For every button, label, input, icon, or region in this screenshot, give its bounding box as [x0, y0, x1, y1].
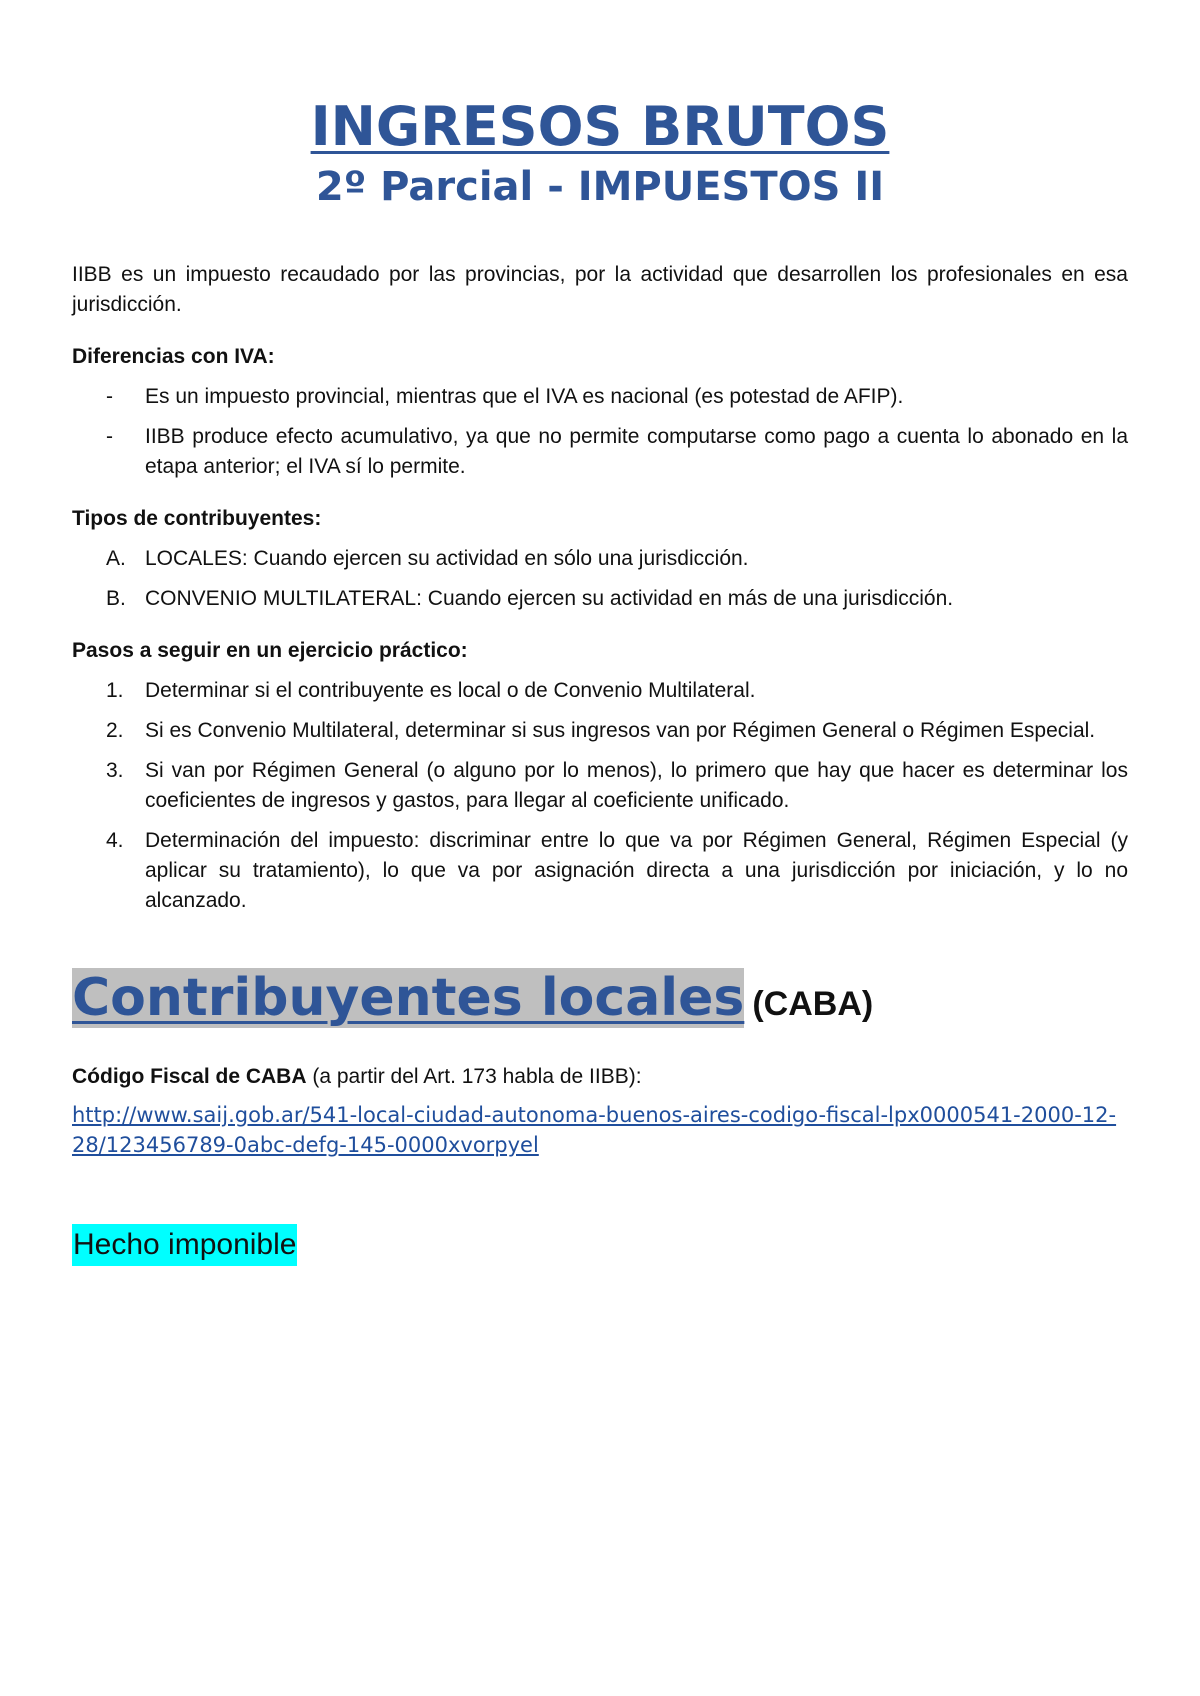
list-item: [72, 756, 1128, 816]
list-item: [72, 676, 1128, 706]
list-item-text: IIBB produce efecto acumulativo, ya que no permite computarse como pago a cuenta lo abonado en la etapa anterior; el IVA sí lo permite.: [145, 425, 1128, 478]
list-item-text: CONVENIO MULTILATERAL: Cuando ejercen su actividad en más de una jurisdicción.: [145, 587, 954, 610]
diferencias-heading: Diferencias con IVA:: [72, 345, 275, 368]
locales-heading: Contribuyentes locales: [72, 968, 745, 1028]
list-item: [72, 716, 1128, 746]
list-item: [72, 382, 1128, 412]
list-item: [72, 544, 1128, 574]
locales-heading-row: [72, 966, 1128, 1030]
tipos-heading: Tipos de contribuyentes:: [72, 507, 322, 530]
letter-marker: B.: [106, 587, 126, 610]
codigo-fiscal-link[interactable]: http://www.saij.gob.ar/541-local-ciudad-autonoma-buenos-aires-codigo-fiscal-lpx0000541-2000-12-28/123456789-0abc-defg-145-0000xvorpyel: [72, 1103, 1117, 1157]
list-item: [72, 584, 1128, 614]
pasos-list: [72, 676, 1128, 916]
pasos-heading: Pasos a seguir en un ejercicio práctico:: [72, 639, 468, 662]
number-marker: 4.: [106, 829, 124, 852]
list-item-text: LOCALES: Cuando ejercen su actividad en sólo una jurisdicción.: [145, 547, 749, 570]
dash-marker: -: [106, 385, 113, 408]
letter-marker: A.: [106, 547, 126, 570]
number-marker: 3.: [106, 759, 124, 782]
locales-heading-suffix: (CABA): [752, 985, 874, 1023]
codigo-fiscal-note: (a partir del Art. 173 habla de IIBB):: [306, 1065, 642, 1088]
list-item-text: Si es Convenio Multilateral, determinar si sus ingresos van por Régimen General o Régimen Especial.: [145, 719, 1096, 742]
tipos-list: [72, 544, 1128, 614]
diferencias-list: [72, 382, 1128, 482]
codigo-fiscal-line: [72, 1062, 1128, 1092]
number-marker: 1.: [106, 679, 124, 702]
hecho-imponible-heading: Hecho imponible: [72, 1224, 297, 1266]
document-subtitle: 2º Parcial - IMPUESTOS II: [315, 164, 885, 210]
list-item-text: Determinar si el contribuyente es local o de Convenio Multilateral.: [145, 679, 756, 702]
list-item: [72, 422, 1128, 482]
list-item-text: Si van por Régimen General (o alguno por lo menos), lo primero que hay que hacer es determinar los coeficientes de ingresos y gastos, para llegar al coeficiente unificado.: [145, 759, 1128, 812]
list-item-text: Determinación del impuesto: discriminar entre lo que va por Régimen General, Régimen Especial (y aplicar su tratamiento), lo que va por asignación directa a una jurisdicción por iniciación, y lo no alcanzado.: [145, 829, 1128, 912]
list-item: [72, 826, 1128, 916]
hecho-row: [72, 1224, 1128, 1266]
title-block: [72, 0, 1128, 212]
codigo-fiscal-label: Código Fiscal de CABA: [72, 1065, 307, 1088]
document-title: INGRESOS BRUTOS: [310, 95, 890, 158]
number-marker: 2.: [106, 719, 124, 742]
list-item-text: Es un impuesto provincial, mientras que el IVA es nacional (es potestad de AFIP).: [145, 385, 904, 408]
dash-marker: -: [106, 425, 113, 448]
intro-paragraph: IIBB es un impuesto recaudado por las provincias, por la actividad que desarrollen los profesionales en esa jurisdicción.: [72, 263, 1128, 316]
